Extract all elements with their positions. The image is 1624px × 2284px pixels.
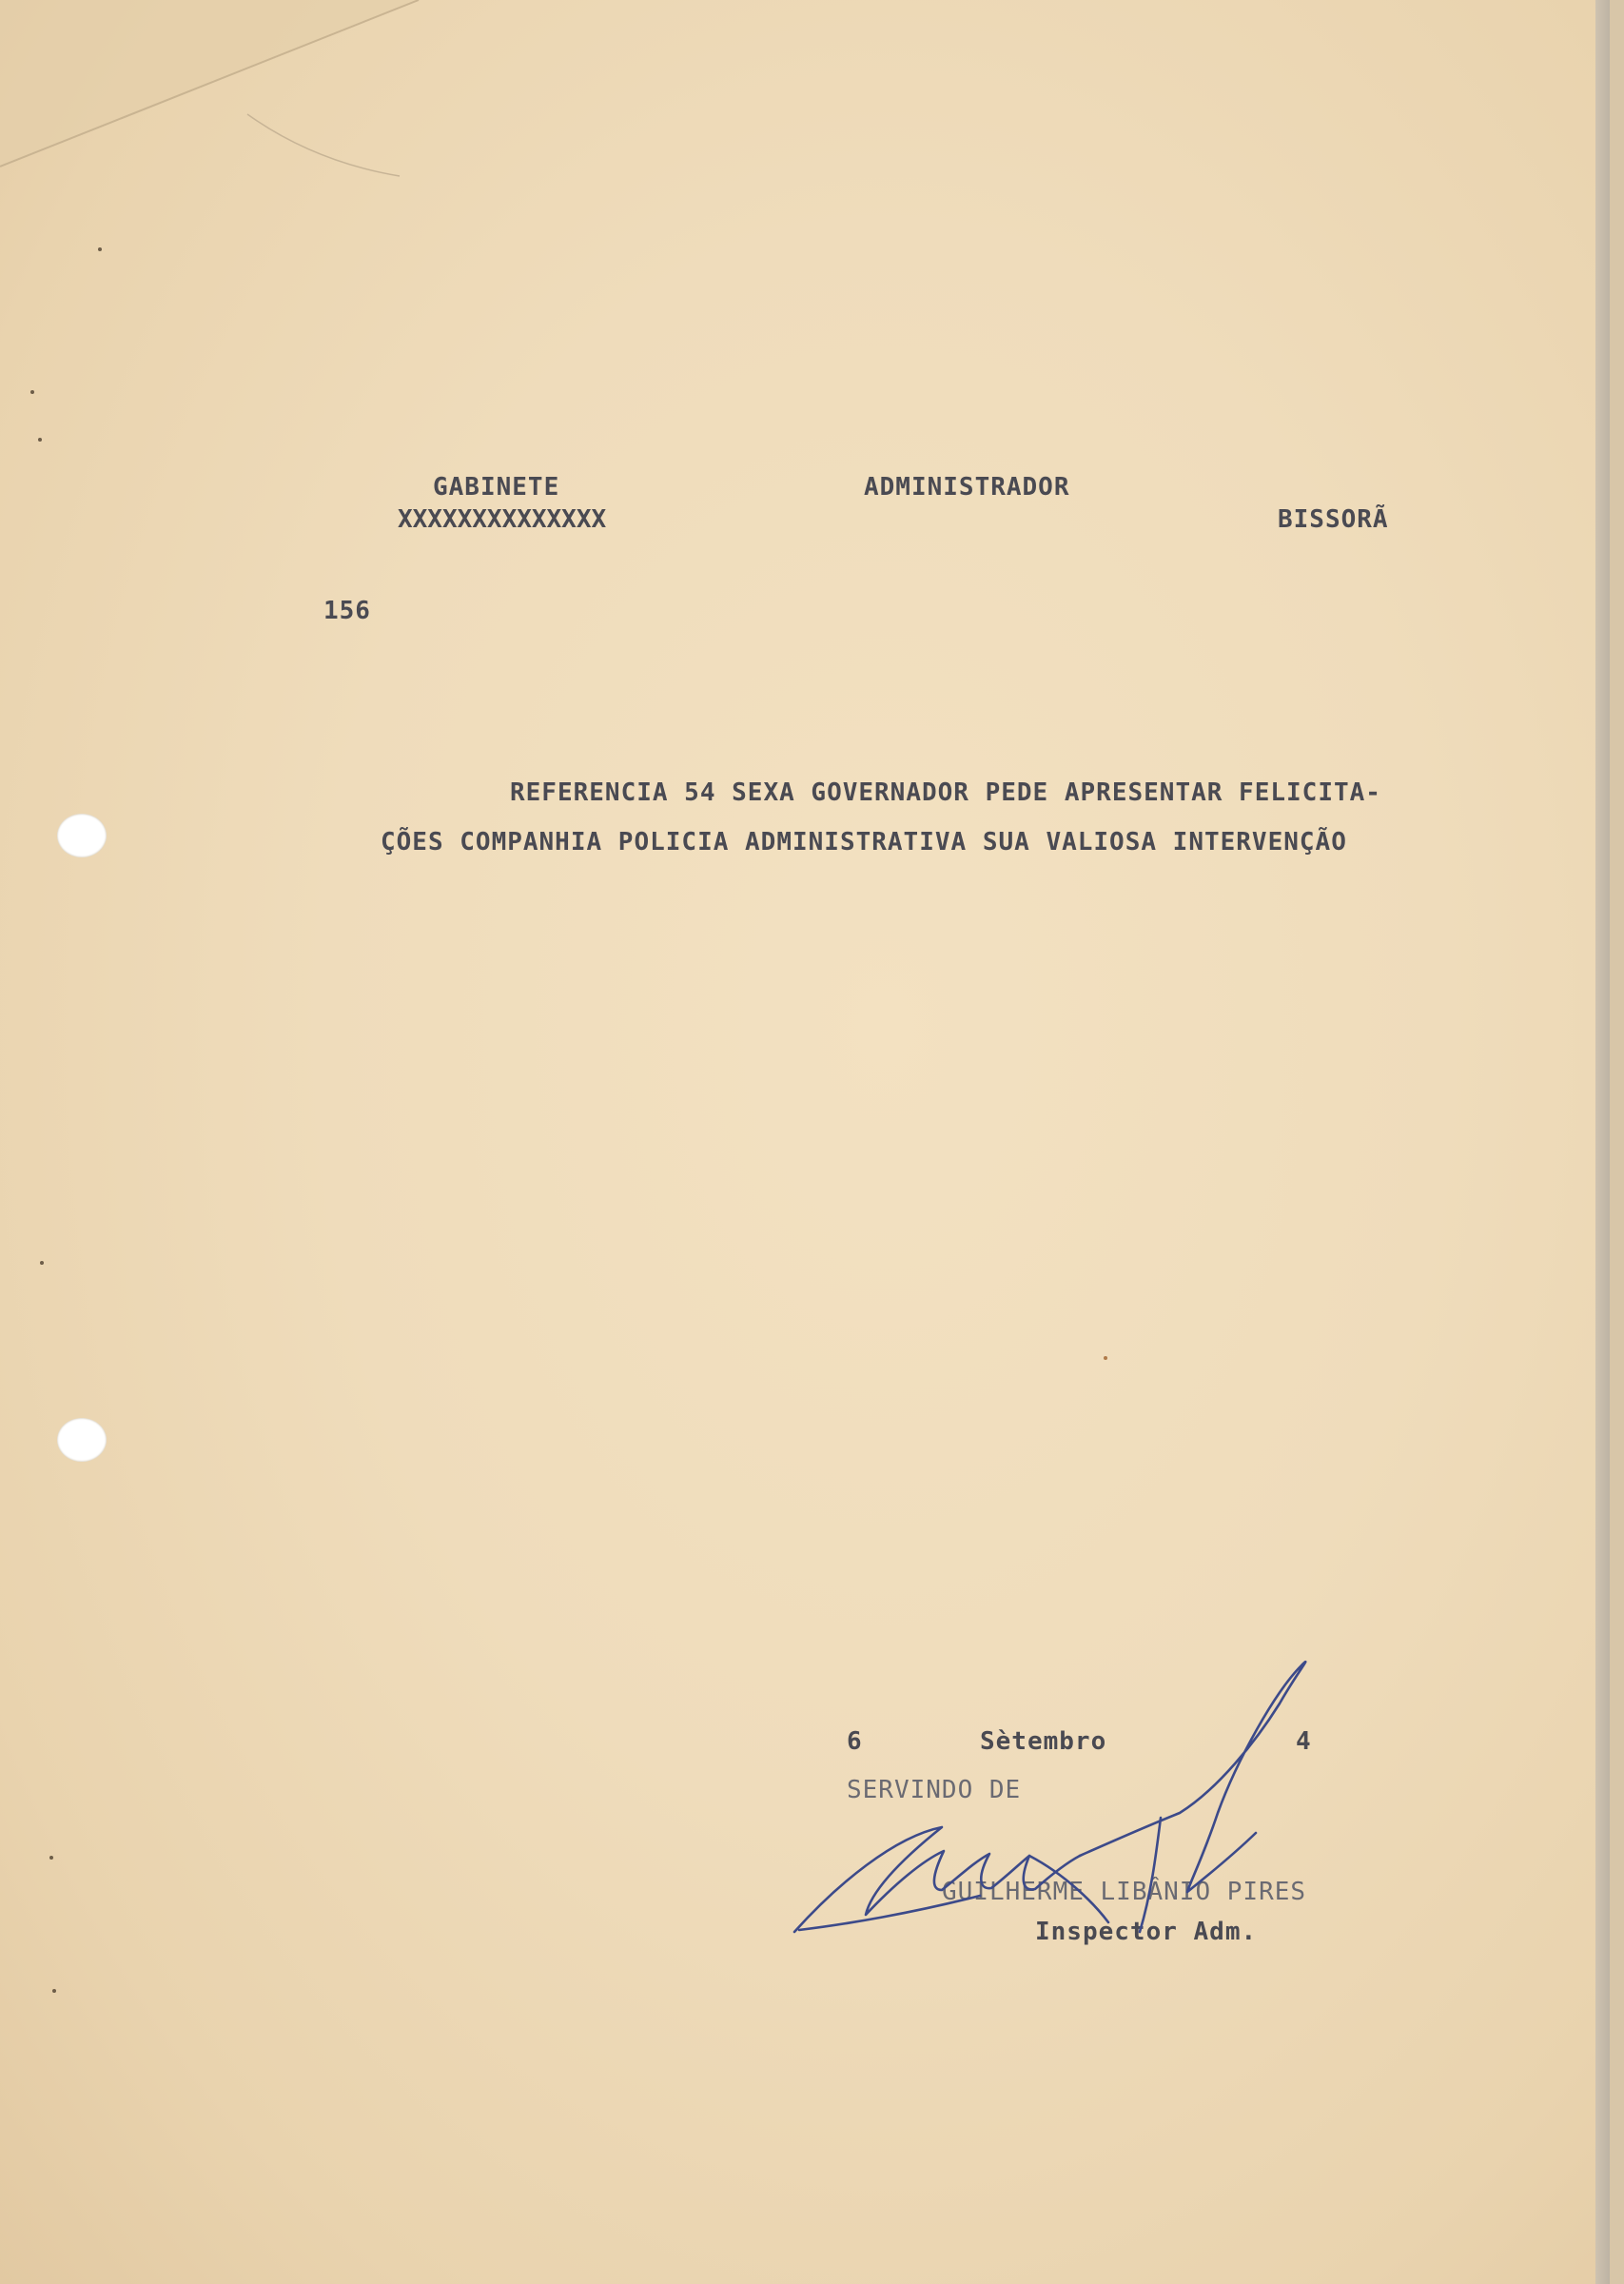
message-line-1: REFERENCIA 54 SEXA GOVERNADOR PEDE APRESENTAR FELICITA- (510, 778, 1381, 807)
header-struck-out-text: XXXXXXXXXXXXXX (398, 505, 607, 534)
paper-speck (52, 1989, 56, 1993)
paper-speck (38, 438, 42, 442)
folded-corner-crease (0, 0, 438, 181)
handwritten-signature (780, 1646, 1484, 1951)
reference-number: 156 (323, 597, 371, 625)
role-prefix: SERVINDO DE (847, 1776, 1022, 1804)
page-edge-shadow (1595, 0, 1610, 2284)
header-gabinete: GABINETE (433, 473, 560, 502)
punch-hole (57, 1418, 107, 1462)
date-year: 4 (1296, 1727, 1312, 1756)
date-day: 6 (847, 1727, 863, 1756)
header-administrador: ADMINISTRADOR (864, 473, 1070, 502)
signatory-name: GUILHERME LIBÂNIO PIRES (942, 1878, 1307, 1906)
paper-speck (30, 390, 34, 394)
message-line-2: ÇÕES COMPANHIA POLICIA ADMINISTRATIVA SUA VALIOSA INTERVENÇÃO (381, 828, 1347, 856)
paper-speck (40, 1261, 44, 1265)
paper-speck (49, 1856, 53, 1860)
signatory-title: Inspector Adm. (1035, 1918, 1258, 1946)
date-month: Sètembro (980, 1727, 1107, 1756)
punch-hole (57, 814, 107, 857)
header-location: BISSORÃ (1278, 505, 1389, 534)
paper-speck (1104, 1356, 1107, 1360)
paper-speck (98, 247, 102, 251)
